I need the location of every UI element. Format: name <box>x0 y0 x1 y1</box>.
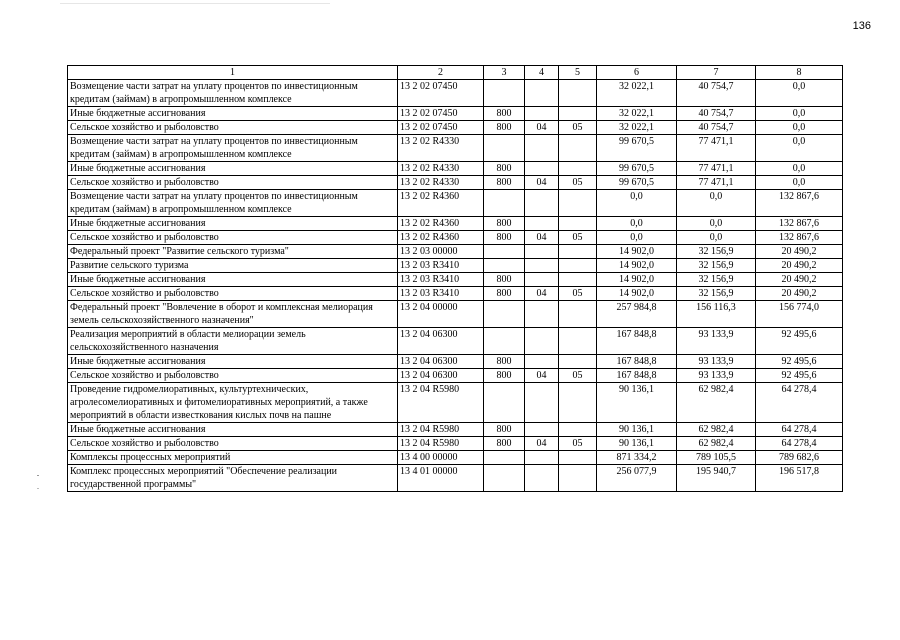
expense-type-cell: 800 <box>484 121 525 135</box>
target-code-cell: 13 2 02 07450 <box>398 121 484 135</box>
amount-year2-cell: 40 754,7 <box>677 107 756 121</box>
amount-year1-cell: 167 848,8 <box>597 328 677 355</box>
row-name-cell: Иные бюджетные ассигнования <box>68 217 398 231</box>
column-header: 1 <box>68 66 398 80</box>
amount-year3-cell: 92 495,6 <box>756 369 843 383</box>
target-code-cell: 13 2 04 R5980 <box>398 423 484 437</box>
expense-type-cell <box>484 451 525 465</box>
section-cell: 04 <box>525 231 559 245</box>
subsection-cell <box>559 355 597 369</box>
amount-year2-cell: 62 982,4 <box>677 437 756 451</box>
table-row <box>68 231 843 245</box>
row-name-cell: Иные бюджетные ассигнования <box>68 162 398 176</box>
expense-type-cell: 800 <box>484 287 525 301</box>
row-name-cell: Сельское хозяйство и рыболовство <box>68 287 398 301</box>
amount-year3-cell: 0,0 <box>756 107 843 121</box>
amount-year2-cell: 40 754,7 <box>677 121 756 135</box>
subsection-cell <box>559 451 597 465</box>
row-name-cell: Проведение гидромелиоративных, культуртехнических, агролесомелиоративных и фитомелиоративных мероприятий, а также мероприятий в области известкования кислых почв на пашне <box>68 383 398 423</box>
section-cell <box>525 383 559 423</box>
amount-year3-cell: 0,0 <box>756 121 843 135</box>
amount-year2-cell: 77 471,1 <box>677 176 756 190</box>
target-code-cell: 13 2 04 R5980 <box>398 437 484 451</box>
amount-year3-cell: 92 495,6 <box>756 328 843 355</box>
expense-type-cell: 800 <box>484 231 525 245</box>
target-code-cell: 13 2 03 R3410 <box>398 273 484 287</box>
amount-year3-cell: 20 490,2 <box>756 273 843 287</box>
column-header: 2 <box>398 66 484 80</box>
target-code-cell: 13 2 02 R4330 <box>398 162 484 176</box>
row-name-cell: Сельское хозяйство и рыболовство <box>68 176 398 190</box>
table-row <box>68 162 843 176</box>
amount-year1-cell: 90 136,1 <box>597 423 677 437</box>
scan-artifact-dot <box>37 488 39 489</box>
amount-year1-cell: 257 984,8 <box>597 301 677 328</box>
amount-year1-cell: 14 902,0 <box>597 259 677 273</box>
row-name-cell: Сельское хозяйство и рыболовство <box>68 437 398 451</box>
amount-year2-cell: 0,0 <box>677 231 756 245</box>
row-name-cell: Возмещение части затрат на уплату процентов по инвестиционным кредитам (займам) в агропромышленном комплексе <box>68 80 398 107</box>
section-cell <box>525 190 559 217</box>
section-cell <box>525 80 559 107</box>
section-cell <box>525 451 559 465</box>
row-name-cell: Иные бюджетные ассигнования <box>68 107 398 121</box>
amount-year3-cell: 132 867,6 <box>756 231 843 245</box>
target-code-cell: 13 2 02 R4360 <box>398 190 484 217</box>
row-name-cell: Реализация мероприятий в области мелиорации земель сельскохозяйственного назначения <box>68 328 398 355</box>
amount-year3-cell: 196 517,8 <box>756 465 843 492</box>
amount-year1-cell: 14 902,0 <box>597 287 677 301</box>
row-name-cell: Сельское хозяйство и рыболовство <box>68 121 398 135</box>
amount-year3-cell: 64 278,4 <box>756 423 843 437</box>
subsection-cell <box>559 273 597 287</box>
amount-year1-cell: 32 022,1 <box>597 107 677 121</box>
subsection-cell <box>559 190 597 217</box>
section-cell <box>525 328 559 355</box>
subsection-cell: 05 <box>559 369 597 383</box>
row-name-cell: Сельское хозяйство и рыболовство <box>68 231 398 245</box>
row-name-cell: Возмещение части затрат на уплату процентов по инвестиционным кредитам (займам) в агропромышленном комплексе <box>68 135 398 162</box>
amount-year3-cell: 64 278,4 <box>756 437 843 451</box>
section-cell <box>525 135 559 162</box>
table-row <box>68 176 843 190</box>
table-row <box>68 135 843 162</box>
amount-year3-cell: 132 867,6 <box>756 217 843 231</box>
section-cell: 04 <box>525 287 559 301</box>
row-name-cell: Иные бюджетные ассигнования <box>68 355 398 369</box>
table-row <box>68 190 843 217</box>
subsection-cell <box>559 245 597 259</box>
expense-type-cell: 800 <box>484 369 525 383</box>
section-cell <box>525 259 559 273</box>
amount-year1-cell: 99 670,5 <box>597 135 677 162</box>
section-cell <box>525 107 559 121</box>
amount-year2-cell: 0,0 <box>677 217 756 231</box>
subsection-cell <box>559 259 597 273</box>
amount-year2-cell: 156 116,3 <box>677 301 756 328</box>
amount-year2-cell: 77 471,1 <box>677 135 756 162</box>
amount-year1-cell: 14 902,0 <box>597 245 677 259</box>
expense-type-cell <box>484 190 525 217</box>
table-row <box>68 437 843 451</box>
table-row <box>68 301 843 328</box>
amount-year1-cell: 256 077,9 <box>597 465 677 492</box>
amount-year1-cell: 14 902,0 <box>597 273 677 287</box>
column-header: 7 <box>677 66 756 80</box>
table-row <box>68 355 843 369</box>
target-code-cell: 13 2 02 R4330 <box>398 176 484 190</box>
column-header: 6 <box>597 66 677 80</box>
subsection-cell <box>559 135 597 162</box>
target-code-cell: 13 2 02 07450 <box>398 107 484 121</box>
amount-year2-cell: 77 471,1 <box>677 162 756 176</box>
column-header: 4 <box>525 66 559 80</box>
scan-artifact-dot <box>37 475 39 476</box>
target-code-cell: 13 2 03 00000 <box>398 245 484 259</box>
expense-type-cell <box>484 135 525 162</box>
expense-type-cell: 800 <box>484 162 525 176</box>
subsection-cell <box>559 301 597 328</box>
amount-year1-cell: 871 334,2 <box>597 451 677 465</box>
target-code-cell: 13 2 04 R5980 <box>398 383 484 423</box>
subsection-cell <box>559 465 597 492</box>
column-header: 3 <box>484 66 525 80</box>
amount-year1-cell: 0,0 <box>597 190 677 217</box>
amount-year3-cell: 132 867,6 <box>756 190 843 217</box>
row-name-cell: Иные бюджетные ассигнования <box>68 423 398 437</box>
amount-year2-cell: 32 156,9 <box>677 273 756 287</box>
amount-year2-cell: 62 982,4 <box>677 423 756 437</box>
amount-year3-cell: 92 495,6 <box>756 355 843 369</box>
amount-year2-cell: 62 982,4 <box>677 383 756 423</box>
table-row <box>68 273 843 287</box>
section-cell: 04 <box>525 121 559 135</box>
amount-year1-cell: 0,0 <box>597 217 677 231</box>
amount-year2-cell: 93 133,9 <box>677 328 756 355</box>
target-code-cell: 13 2 04 00000 <box>398 301 484 328</box>
amount-year1-cell: 0,0 <box>597 231 677 245</box>
target-code-cell: 13 2 04 06300 <box>398 328 484 355</box>
expense-type-cell <box>484 328 525 355</box>
budget-table <box>67 65 843 492</box>
amount-year1-cell: 167 848,8 <box>597 355 677 369</box>
target-code-cell: 13 2 02 R4360 <box>398 231 484 245</box>
expense-type-cell <box>484 245 525 259</box>
expense-type-cell: 800 <box>484 176 525 190</box>
amount-year1-cell: 99 670,5 <box>597 162 677 176</box>
subsection-cell <box>559 107 597 121</box>
target-code-cell: 13 2 02 R4360 <box>398 217 484 231</box>
section-cell <box>525 217 559 231</box>
amount-year3-cell: 20 490,2 <box>756 287 843 301</box>
scan-artifact-line <box>60 3 330 4</box>
amount-year1-cell: 90 136,1 <box>597 437 677 451</box>
subsection-cell <box>559 423 597 437</box>
amount-year3-cell: 20 490,2 <box>756 245 843 259</box>
expense-type-cell: 800 <box>484 273 525 287</box>
section-cell: 04 <box>525 176 559 190</box>
amount-year2-cell: 40 754,7 <box>677 80 756 107</box>
section-cell <box>525 273 559 287</box>
target-code-cell: 13 4 00 00000 <box>398 451 484 465</box>
amount-year3-cell: 789 682,6 <box>756 451 843 465</box>
amount-year2-cell: 789 105,5 <box>677 451 756 465</box>
table-body <box>68 66 843 492</box>
subsection-cell: 05 <box>559 437 597 451</box>
amount-year3-cell: 0,0 <box>756 162 843 176</box>
amount-year3-cell: 20 490,2 <box>756 259 843 273</box>
amount-year2-cell: 93 133,9 <box>677 355 756 369</box>
table-row <box>68 259 843 273</box>
column-header: 5 <box>559 66 597 80</box>
expense-type-cell <box>484 80 525 107</box>
amount-year3-cell: 0,0 <box>756 80 843 107</box>
amount-year2-cell: 32 156,9 <box>677 259 756 273</box>
table-row <box>68 451 843 465</box>
amount-year2-cell: 93 133,9 <box>677 369 756 383</box>
row-name-cell: Возмещение части затрат на уплату процентов по инвестиционным кредитам (займам) в агропромышленном комплексе <box>68 190 398 217</box>
amount-year2-cell: 32 156,9 <box>677 287 756 301</box>
section-cell <box>525 301 559 328</box>
expense-type-cell: 800 <box>484 217 525 231</box>
subsection-cell <box>559 383 597 423</box>
amount-year2-cell: 195 940,7 <box>677 465 756 492</box>
row-name-cell: Федеральный проект "Вовлечение в оборот и комплексная мелиорация земель сельскохозяйственного назначения" <box>68 301 398 328</box>
row-name-cell: Развитие сельского туризма <box>68 259 398 273</box>
subsection-cell <box>559 162 597 176</box>
row-name-cell: Комплекс процессных мероприятий "Обеспечение реализации государственной программы" <box>68 465 398 492</box>
amount-year1-cell: 167 848,8 <box>597 369 677 383</box>
row-name-cell: Федеральный проект "Развитие сельского туризма" <box>68 245 398 259</box>
expense-type-cell <box>484 259 525 273</box>
table-row <box>68 121 843 135</box>
target-code-cell: 13 2 02 R4330 <box>398 135 484 162</box>
table-row <box>68 245 843 259</box>
target-code-cell: 13 2 03 R3410 <box>398 259 484 273</box>
amount-year1-cell: 99 670,5 <box>597 176 677 190</box>
table-row <box>68 287 843 301</box>
section-cell <box>525 465 559 492</box>
amount-year1-cell: 32 022,1 <box>597 121 677 135</box>
target-code-cell: 13 2 02 07450 <box>398 80 484 107</box>
amount-year2-cell: 0,0 <box>677 190 756 217</box>
amount-year3-cell: 156 774,0 <box>756 301 843 328</box>
target-code-cell: 13 4 01 00000 <box>398 465 484 492</box>
subsection-cell <box>559 328 597 355</box>
row-name-cell: Иные бюджетные ассигнования <box>68 273 398 287</box>
subsection-cell: 05 <box>559 287 597 301</box>
expense-type-cell: 800 <box>484 423 525 437</box>
amount-year1-cell: 90 136,1 <box>597 383 677 423</box>
table-row <box>68 328 843 355</box>
subsection-cell <box>559 217 597 231</box>
row-name-cell: Сельское хозяйство и рыболовство <box>68 369 398 383</box>
table-row <box>68 107 843 121</box>
amount-year3-cell: 0,0 <box>756 135 843 162</box>
subsection-cell: 05 <box>559 231 597 245</box>
section-cell: 04 <box>525 369 559 383</box>
section-cell <box>525 162 559 176</box>
column-number-row <box>68 66 843 80</box>
expense-type-cell <box>484 383 525 423</box>
table-row <box>68 383 843 423</box>
section-cell <box>525 355 559 369</box>
table-row <box>68 465 843 492</box>
expense-type-cell: 800 <box>484 437 525 451</box>
subsection-cell <box>559 80 597 107</box>
table-row <box>68 423 843 437</box>
subsection-cell: 05 <box>559 176 597 190</box>
expense-type-cell: 800 <box>484 107 525 121</box>
subsection-cell: 05 <box>559 121 597 135</box>
target-code-cell: 13 2 04 06300 <box>398 369 484 383</box>
amount-year1-cell: 32 022,1 <box>597 80 677 107</box>
expense-type-cell: 800 <box>484 355 525 369</box>
page-number: 136 <box>852 20 871 32</box>
expense-type-cell <box>484 301 525 328</box>
target-code-cell: 13 2 04 06300 <box>398 355 484 369</box>
table-row <box>68 369 843 383</box>
table-row <box>68 80 843 107</box>
amount-year3-cell: 64 278,4 <box>756 383 843 423</box>
amount-year3-cell: 0,0 <box>756 176 843 190</box>
section-cell: 04 <box>525 437 559 451</box>
row-name-cell: Комплексы процессных мероприятий <box>68 451 398 465</box>
section-cell <box>525 245 559 259</box>
target-code-cell: 13 2 03 R3410 <box>398 287 484 301</box>
expense-type-cell <box>484 465 525 492</box>
column-header: 8 <box>756 66 843 80</box>
table-row <box>68 217 843 231</box>
amount-year2-cell: 32 156,9 <box>677 245 756 259</box>
section-cell <box>525 423 559 437</box>
